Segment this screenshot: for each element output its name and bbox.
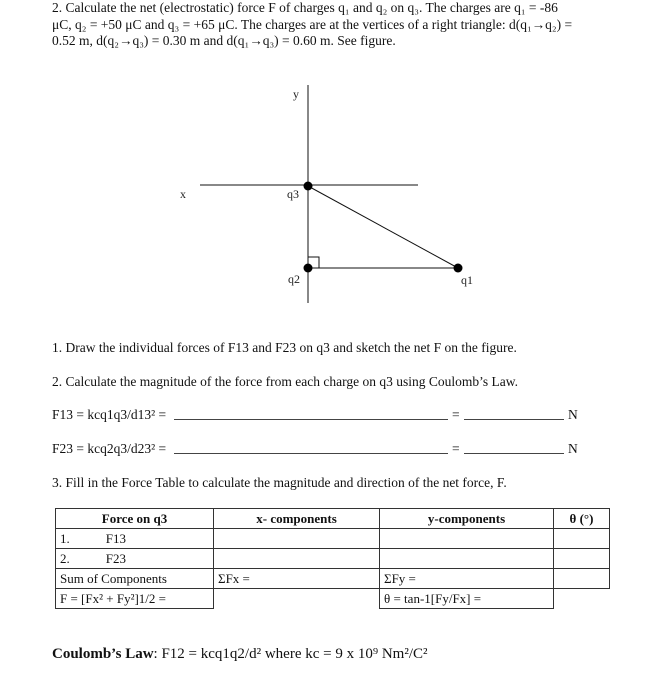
x-axis-label: x (180, 187, 186, 201)
angle-formula[interactable]: θ = tan-1[Fy/Fx] = (380, 589, 554, 609)
step-1: 1. Draw the individual forces of F13 and F23 on q3 and sketch the net F on the figure. (52, 340, 517, 355)
row1-num: 1. (60, 530, 70, 546)
q3-label: q3 (287, 187, 299, 201)
sum-x-cell[interactable]: ΣFx = (214, 569, 380, 589)
row2-x-cell[interactable] (214, 549, 380, 569)
coulomb-label: Coulomb’s Law (52, 646, 154, 662)
row2-y-cell[interactable] (380, 549, 554, 569)
charge-q3 (304, 182, 313, 191)
magnitude-empty-cell (214, 589, 380, 609)
f23-equation: F23 = kcq2q3/d23² = (52, 441, 167, 456)
f23-blank-1[interactable] (174, 453, 448, 454)
y-axis-label: y (293, 87, 299, 101)
header-theta: θ (°) (554, 509, 610, 529)
hypotenuse (308, 186, 458, 268)
f13-unit: N (568, 407, 578, 422)
row2-num: 2. (60, 550, 70, 566)
row1-force-cell (56, 529, 214, 549)
magnitude-formula[interactable]: F = [Fx² + Fy²]1/2 = (56, 589, 214, 609)
charge-diagram (0, 0, 660, 320)
table-row (56, 549, 610, 569)
table-row (56, 529, 610, 549)
problem-line-2: μC, q₂ = +50 μC and q₃ = +65 μC. The charges are at the vertices of a right triangle: d(q₁→q₂) = (52, 16, 573, 32)
sum-label: Sum of Components (56, 569, 214, 589)
f13-blank-1[interactable] (174, 419, 448, 420)
step-3: 3. Fill in the Force Table to calculate the magnitude and direction of the net force, F. (52, 475, 507, 490)
row2-force-cell (56, 549, 214, 569)
table-row (56, 569, 610, 589)
problem-line-3: 0.52 m, d(q₂→q₃) = 0.30 m and d(q₁→q₃) = 0.60 m. See figure. (52, 33, 396, 48)
row1-x-cell[interactable] (214, 529, 380, 549)
charge-q1 (454, 264, 463, 273)
q1-label: q1 (461, 273, 473, 287)
f13-equation: F13 = kcq1q3/d13² = (52, 407, 167, 422)
table-row (56, 589, 610, 609)
charge-q2 (304, 264, 313, 273)
table-header-row (56, 509, 610, 529)
row2-theta-cell[interactable] (554, 549, 610, 569)
f13-equals: = (452, 407, 460, 422)
row1-theta-cell[interactable] (554, 529, 610, 549)
row1-y-cell[interactable] (380, 529, 554, 549)
force-table (55, 508, 610, 609)
header-force: Force on q3 (56, 509, 214, 529)
step-2: 2. Calculate the magnitude of the force from each charge on q3 using Coulomb’s Law. (52, 374, 518, 389)
f13-blank-2[interactable] (464, 419, 564, 420)
coulomb-law (52, 646, 428, 663)
f23-blank-2[interactable] (464, 453, 564, 454)
problem-line-1: 2. Calculate the net (electrostatic) force F of charges q₁ and q₂ on q₃. The charges are q₁ = -86 (52, 0, 558, 15)
angle-empty-cell (554, 589, 610, 609)
header-x: x- components (214, 509, 380, 529)
coulomb-formula: : F12 = kcq1q2/d² where kc = 9 x 10⁹ Nm²/C² (153, 646, 428, 662)
header-y: y-components (380, 509, 554, 529)
row1-force: F13 (105, 530, 126, 546)
sum-y-cell[interactable]: ΣFy = (380, 569, 554, 589)
row2-force: F23 (105, 550, 126, 566)
f23-equals: = (452, 441, 460, 456)
sum-theta-cell[interactable] (554, 569, 610, 589)
f23-unit: N (568, 441, 578, 456)
q2-label: q2 (288, 272, 300, 286)
